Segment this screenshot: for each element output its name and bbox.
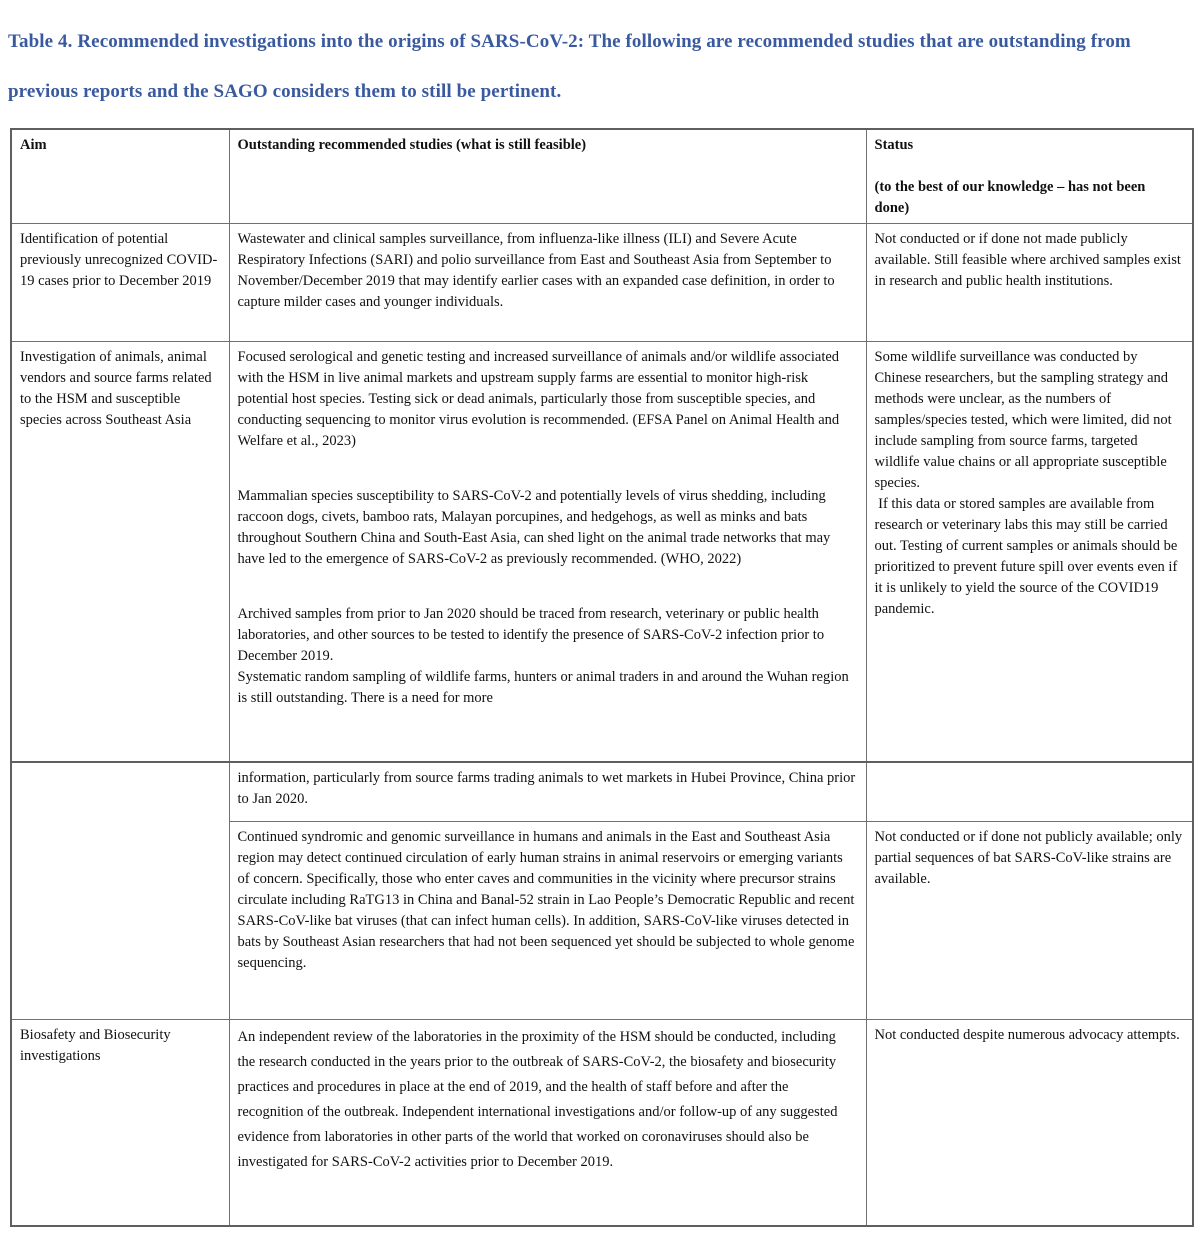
status-cell bbox=[866, 822, 1193, 1020]
status-cell bbox=[866, 1020, 1193, 1226]
studies-cell bbox=[229, 822, 866, 1020]
studies-paragraph: An independent review of the laboratories in the proximity of the HSM should be conducted, including the research conducted in the years prior to the outbreak of SARS-CoV-2, the biosafety and biosecurity practices and procedures in place at the end of 2019, and the health of staff before and after the recognition of the outbreak. Independent international investigations and/or follow-up of any suggested evidence from laboratories in other parts of the world that worked on coronaviruses should also be investigated for SARS-CoV-2 activities prior to December 2019. bbox=[237, 1029, 842, 1170]
table-row bbox=[11, 342, 1193, 762]
aim-cell-empty bbox=[11, 762, 229, 1020]
status-paragraph: If this data or stored samples are available from research or veterinary labs this may still be carried out. Testing of current samples or animals should be prioritized to prevent future spill over events even if it is unlikely to yield the source of the COVID19 pandemic. bbox=[874, 496, 1181, 617]
studies-cell bbox=[229, 224, 866, 342]
studies-cell bbox=[229, 342, 866, 762]
table-row bbox=[11, 224, 1193, 342]
studies-paragraph: information, particularly from source farms trading animals to wet markets in Hubei Province, China prior to Jan 2020. bbox=[237, 769, 859, 807]
col-header-aim-label: Aim bbox=[20, 137, 47, 153]
studies-paragraph: Focused serological and genetic testing and increased surveillance of animals and/or wildlife associated with the HSM in live animal markets and upstream supply farms are essential to monitor high-risk potential host species. Testing sick or dead animals, particularly those from susceptible species, and conducting sequencing to monitor virus evolution is recommended. (EFSA Panel on Animal Health and Welfare et al., 2023) bbox=[237, 349, 843, 449]
status-cell-empty bbox=[866, 762, 1193, 822]
col-header-status-label: Status bbox=[874, 137, 914, 153]
studies-paragraph: Archived samples from prior to Jan 2020 should be traced from research, veterinary or public health laboratories, and other sources to be tested to identify the presence of SARS-CoV-2 infection prior to December 2019. bbox=[237, 606, 828, 664]
col-header-studies bbox=[229, 129, 866, 224]
status-paragraph: Not conducted or if done not publicly available; only partial sequences of bat SARS-CoV-like strains are available. bbox=[874, 829, 1186, 887]
aim-text: Biosafety and Biosecurity investigations bbox=[20, 1027, 175, 1064]
aim-cell bbox=[11, 342, 229, 762]
table-row bbox=[11, 1020, 1193, 1226]
studies-paragraph: Wastewater and clinical samples surveillance, from influenza-like illness (ILI) and Severe Acute Respiratory Infections (SARI) and polio surveillance from East and Southeast Asia from September to November/December 2019 that may identify earlier cases with an expanded case definition, in order to capture milder cases and younger individuals. bbox=[237, 231, 839, 310]
investigations-table bbox=[10, 128, 1194, 1227]
table-row-continuation bbox=[11, 762, 1193, 822]
col-header-status bbox=[866, 129, 1193, 224]
table-caption: Table 4. Recommended investigations into the origins of SARS-CoV-2: The following are recommended studies that are outstanding from previous reports and the SAGO considers them to still be pertinent. bbox=[8, 31, 1131, 102]
col-header-aim bbox=[11, 129, 229, 224]
status-cell bbox=[866, 342, 1193, 762]
status-paragraph: Some wildlife surveillance was conducted by Chinese researchers, but the sampling strategy and methods were unclear, as the numbers of samples/species tested, which were limited, did not include sampling from source farms, targeted wildlife value chains or all appropriate susceptible species. bbox=[874, 349, 1176, 491]
studies-cell bbox=[229, 1020, 866, 1226]
table-header-row bbox=[11, 129, 1193, 224]
status-paragraph: Not conducted or if done not made publicly available. Still feasible where archived samples exist in research and public health institutions. bbox=[874, 231, 1185, 289]
studies-cell bbox=[229, 762, 866, 822]
status-paragraph: Not conducted despite numerous advocacy attempts. bbox=[874, 1027, 1180, 1043]
studies-paragraph: Continued syndromic and genomic surveillance in humans and animals in the East and Southeast Asia region may detect continued circulation of early human strains in animal reservoirs or emerging variants of concern. Specifically, those who enter caves and communities in the vicinity where precursor strains circulate including RaTG13 in China and Banal-52 strain in Lao People’s Democratic Republic and recent SARS-CoV-like bat viruses (that can infect human cells). In addition, SARS-CoV-like viruses detected in bats by Southeast Asian researchers that had not been sequenced yet should be subjected to whole genome sequencing. bbox=[237, 829, 859, 971]
col-header-status-note: (to the best of our knowledge – has not been done) bbox=[874, 179, 1149, 216]
aim-text: Investigation of animals, animal vendors and source farms related to the HSM and susceptible species across Southeast Asia bbox=[20, 349, 216, 428]
studies-paragraph: Systematic random sampling of wildlife farms, hunters or animal traders in and around the Wuhan region is still outstanding. There is a need for more bbox=[237, 669, 853, 706]
aim-cell bbox=[11, 224, 229, 342]
aim-cell bbox=[11, 1020, 229, 1226]
studies-paragraph: Mammalian species susceptibility to SARS-CoV-2 and potentially levels of virus shedding, including raccoon dogs, civets, bamboo rats, Malayan porcupines, and hedgehogs, as well as minks and bats throughout Southern China and South-East Asia, can shed light on the animal trade networks that may have led to the emergence of SARS-CoV-2 as previously recommended. (WHO, 2022) bbox=[237, 488, 834, 567]
status-cell bbox=[866, 224, 1193, 342]
col-header-studies-label: Outstanding recommended studies (what is still feasible) bbox=[237, 137, 587, 153]
aim-text: Identification of potential previously unrecognized COVID-19 cases prior to December 2019 bbox=[20, 231, 218, 289]
